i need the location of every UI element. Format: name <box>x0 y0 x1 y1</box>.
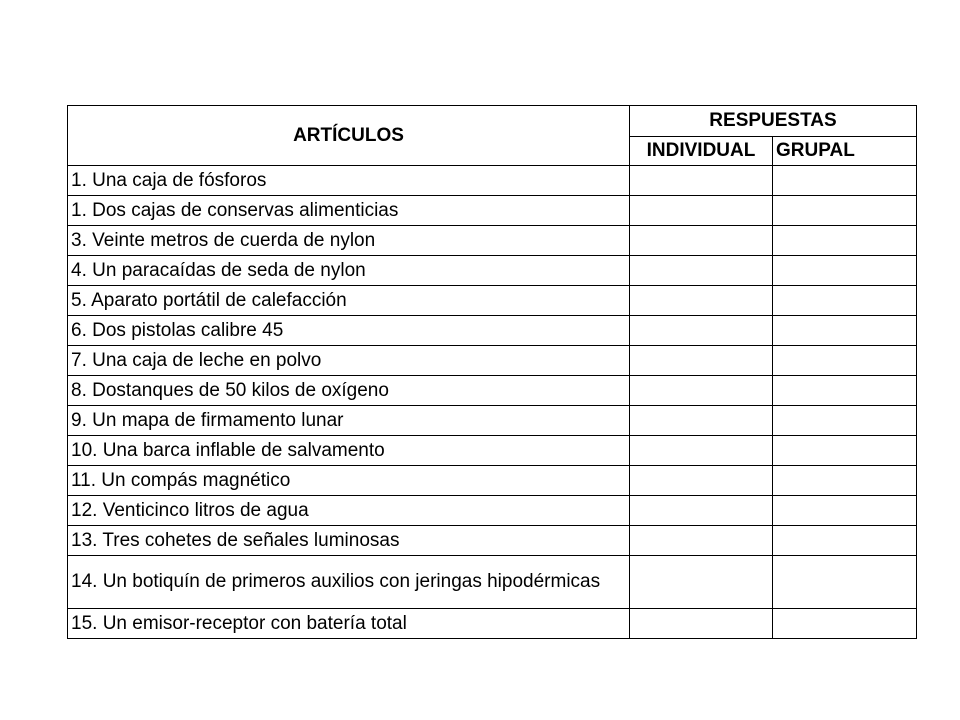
table-row <box>68 526 917 556</box>
item-label: 10. Una barca inflable de salvamento <box>68 436 630 466</box>
item-label: 1. Dos cajas de conservas alimenticias <box>68 196 630 226</box>
group-answer-cell[interactable] <box>773 496 917 526</box>
group-answer-cell[interactable] <box>773 256 917 286</box>
group-answer-cell[interactable] <box>773 226 917 256</box>
table-row <box>68 609 917 639</box>
item-label: 7. Una caja de leche en polvo <box>68 346 630 376</box>
group-answer-cell[interactable] <box>773 526 917 556</box>
individual-answer-cell[interactable] <box>630 556 773 609</box>
item-label: 11. Un compás magnético <box>68 466 630 496</box>
responses-header: RESPUESTAS <box>630 106 917 137</box>
item-label: 3. Veinte metros de cuerda de nylon <box>68 226 630 256</box>
group-header: GRUPAL <box>773 137 917 166</box>
individual-answer-cell[interactable] <box>630 286 773 316</box>
individual-header: INDIVIDUAL <box>630 137 773 166</box>
item-label: 6. Dos pistolas calibre 45 <box>68 316 630 346</box>
articles-header: ARTÍCULOS <box>68 106 630 166</box>
table-row <box>68 496 917 526</box>
table-row <box>68 256 917 286</box>
individual-answer-cell[interactable] <box>630 406 773 436</box>
group-answer-cell[interactable] <box>773 196 917 226</box>
item-label: 15. Un emisor-receptor con batería total <box>68 609 630 639</box>
item-label: 8. Dostanques de 50 kilos de oxígeno <box>68 376 630 406</box>
table-row <box>68 316 917 346</box>
item-label: 1. Una caja de fósforos <box>68 166 630 196</box>
individual-answer-cell[interactable] <box>630 376 773 406</box>
item-rows <box>68 166 917 639</box>
group-answer-cell[interactable] <box>773 609 917 639</box>
group-answer-cell[interactable] <box>773 286 917 316</box>
table-row <box>68 346 917 376</box>
individual-answer-cell[interactable] <box>630 436 773 466</box>
header-row-top <box>68 106 917 137</box>
group-answer-cell[interactable] <box>773 556 917 609</box>
item-label: 5. Aparato portátil de calefacción <box>68 286 630 316</box>
group-answer-cell[interactable] <box>773 436 917 466</box>
individual-answer-cell[interactable] <box>630 196 773 226</box>
group-answer-cell[interactable] <box>773 316 917 346</box>
table-row <box>68 376 917 406</box>
group-answer-cell[interactable] <box>773 166 917 196</box>
group-answer-cell[interactable] <box>773 376 917 406</box>
group-answer-cell[interactable] <box>773 406 917 436</box>
individual-answer-cell[interactable] <box>630 346 773 376</box>
item-label: 12. Venticinco litros de agua <box>68 496 630 526</box>
table-row <box>68 196 917 226</box>
survival-items-table <box>67 105 917 639</box>
table-row <box>68 406 917 436</box>
table-row <box>68 556 917 609</box>
group-answer-cell[interactable] <box>773 466 917 496</box>
table-row <box>68 436 917 466</box>
table-row <box>68 226 917 256</box>
table-row <box>68 166 917 196</box>
individual-answer-cell[interactable] <box>630 166 773 196</box>
individual-answer-cell[interactable] <box>630 609 773 639</box>
item-label: 9. Un mapa de firmamento lunar <box>68 406 630 436</box>
individual-answer-cell[interactable] <box>630 316 773 346</box>
item-label: 13. Tres cohetes de señales luminosas <box>68 526 630 556</box>
individual-answer-cell[interactable] <box>630 256 773 286</box>
individual-answer-cell[interactable] <box>630 466 773 496</box>
table-row <box>68 466 917 496</box>
item-label: 14. Un botiquín de primeros auxilios con jeringas hipodérmicas <box>68 556 630 609</box>
individual-answer-cell[interactable] <box>630 226 773 256</box>
group-answer-cell[interactable] <box>773 346 917 376</box>
individual-answer-cell[interactable] <box>630 526 773 556</box>
table-row <box>68 286 917 316</box>
individual-answer-cell[interactable] <box>630 496 773 526</box>
item-label: 4. Un paracaídas de seda de nylon <box>68 256 630 286</box>
